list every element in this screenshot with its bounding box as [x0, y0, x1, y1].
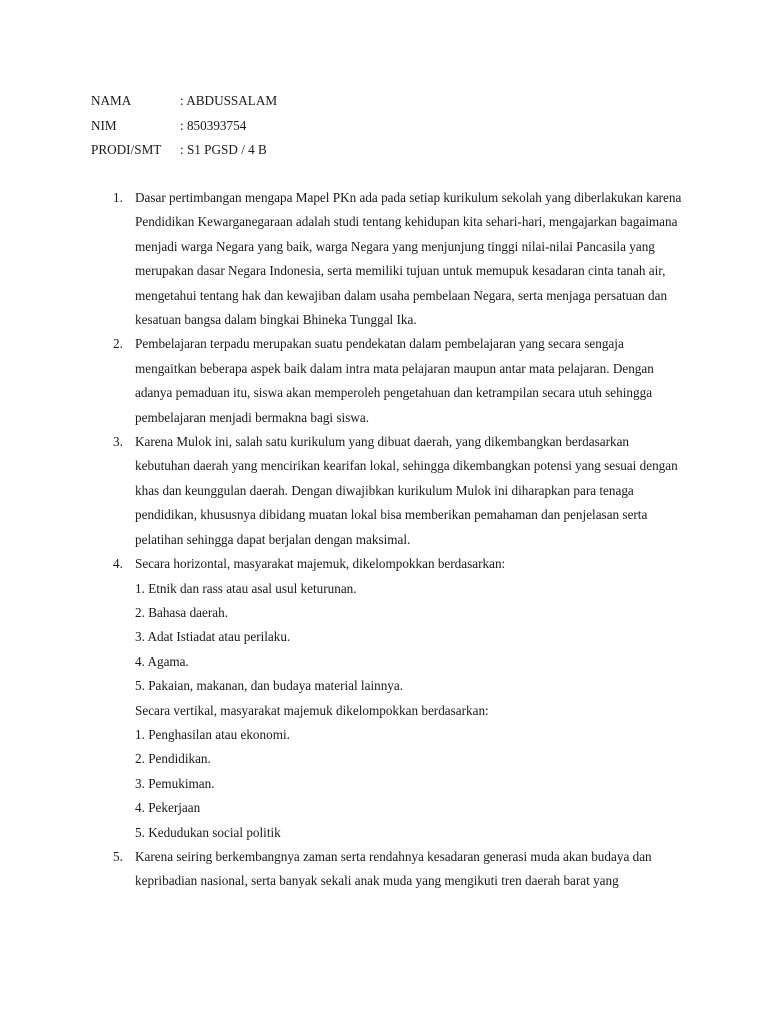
answer-item-2: [0, 332, 768, 430]
vertical-intro: Secara vertikal, masyarakat majemuk dikelompokkan berdasarkan:: [135, 702, 489, 718]
vertical-point: 1. Penghasilan atau ekonomi.: [135, 726, 290, 742]
item-text: Dasar pertimbangan mengapa Mapel PKn ada pada setiap kurikulum sekolah yang diberlakukan karena Pendidikan Kewarganegaraan adalah studi tentang kehidupan kita sehari-hari, mengajarkan bagaimana menjadi warga Negara yang baik, warga Negara yang menjunjung tinggi nilai-nilai Pancasila yang merupakan dasar Negara Indonesia, serta memiliki tujuan untuk memupuk kesadaran cinta tanah air, mengetahui tentang hak dan kewajiban dalam usaha pembelaan Negara, serta menjaga persatuan dan kesatuan bangsa dalam bingkai Bhineka Tunggal Ika.: [135, 190, 682, 328]
item-number: 3.: [113, 434, 123, 450]
header-row-prodi: [91, 138, 277, 163]
answer-list: [0, 186, 768, 894]
item-number: 5.: [113, 848, 123, 864]
header-value: : 850393754: [180, 117, 247, 133]
header-row-nim: [91, 114, 277, 139]
item-number: 1.: [113, 190, 123, 205]
header-value: : ABDUSSALAM: [180, 93, 278, 108]
horizontal-point: 2. Bahasa daerah.: [135, 604, 229, 620]
header-label: NIM: [91, 117, 117, 133]
student-info-header: [91, 89, 277, 163]
answer-item-3: [0, 430, 768, 552]
item-text: Karena Mulok ini, salah satu kurikulum yang dibuat daerah, yang dikembangkan berdasarkan kebutuhan daerah yang mencirikan kearifan lokal, sehingga dikembangkan potensi yang sesuai dengan khas dan keunggulan daerah. Dengan diwajibkan kurikulum Mulok ini diharapkan para tenaga pendidikan, khususnya dibidang muatan lokal bisa memberikan pemahaman dan penjelasan serta pelatihan sehingga dapat berjalan dengan maksimal.: [135, 434, 678, 547]
horizontal-point: 5. Pakaian, makanan, dan budaya material lainnya.: [135, 678, 404, 694]
answer-item-4: [0, 552, 768, 845]
header-label: NAMA: [91, 93, 132, 108]
header-value: : S1 PGSD / 4 B: [180, 142, 267, 157]
header-label: PRODI/SMT: [91, 142, 162, 157]
item-text: Pembelajaran terpadu merupakan suatu pendekatan dalam pembelajaran yang secara sengaja mengaitkan beberapa aspek baik dalam intra mata pelajaran maupun antar mata pelajaran. Dengan adanya pemaduan itu, siswa akan memperoleh pengetahuan dan ketrampilan secara utuh sehingga pembelajaran menjadi bermakna bagi siswa.: [135, 336, 654, 425]
horizontal-point: 1. Etnik dan rass atau asal usul keturunan.: [135, 580, 357, 596]
horizontal-point: 3. Adat Istiadat atau perilaku.: [135, 629, 291, 645]
vertical-point: 5. Kedudukan social politik: [135, 824, 281, 840]
header-row-nama: [91, 89, 277, 114]
item-number: 2.: [113, 336, 123, 352]
vertical-point: 3. Pemukiman.: [135, 775, 215, 791]
item-number: 4.: [113, 556, 123, 572]
answer-item-1: [0, 186, 768, 332]
answer-item-5: [0, 845, 768, 894]
vertical-point: 4. Pekerjaan: [135, 800, 201, 816]
vertical-point: 2. Pendidikan.: [135, 751, 211, 767]
horizontal-intro: Secara horizontal, masyarakat majemuk, dikelompokkan berdasarkan:: [135, 556, 506, 572]
item-text: Karena seiring berkembangnya zaman serta rendahnya kesadaran generasi muda akan budaya dan kepribadian nasional, serta banyak sekali anak muda yang mengikuti tren daerah barat yang: [135, 848, 652, 889]
horizontal-point: 4. Agama.: [135, 653, 189, 669]
